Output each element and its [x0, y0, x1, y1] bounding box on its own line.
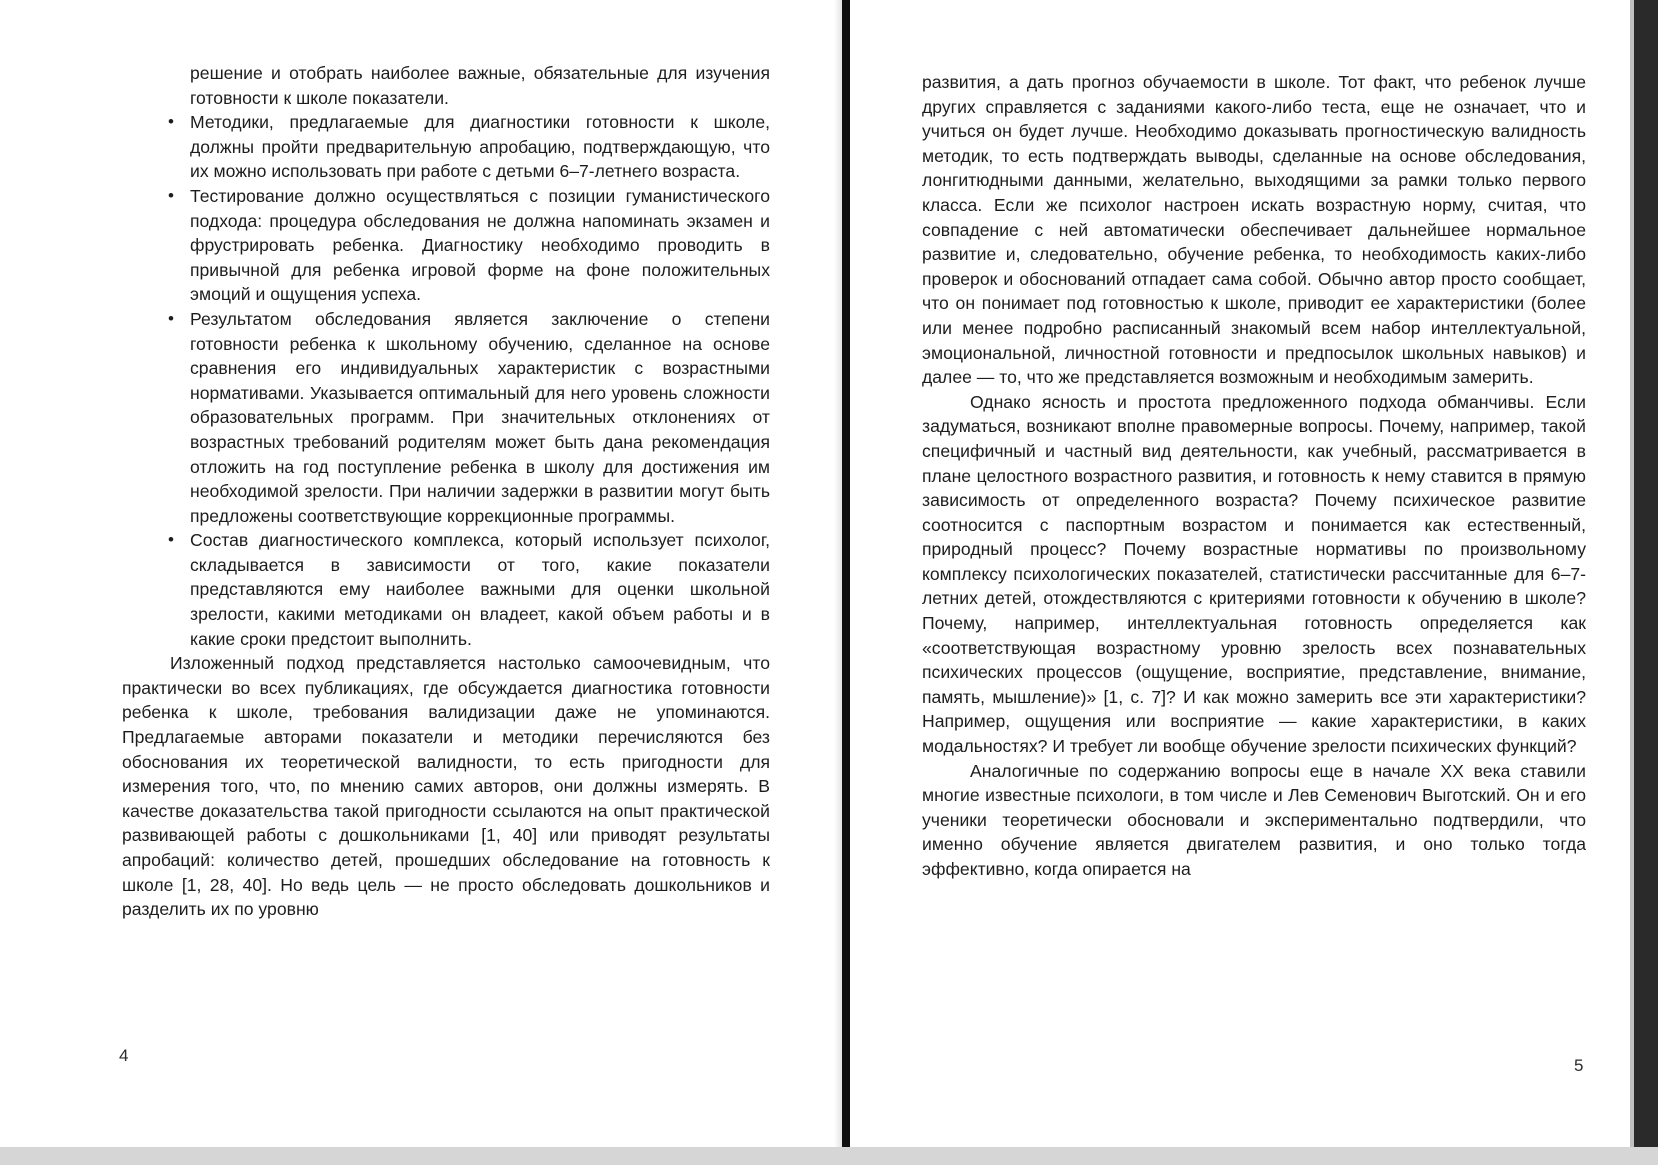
left-page-text — [122, 61, 770, 922]
list-item — [122, 110, 770, 184]
list-item-text: Состав диагностического комплекса, который использует психолог, складывается в зависимости от того, какие показатели представляются ему наиболее важными для оценки школьной зрелости, какими методиками он владеет, какой объем работы и в какие сроки предстоит выполнить. — [190, 530, 770, 649]
body-paragraph: Изложенный подход представляется настолько самоочевидным, что практически во всех публикациях, где обсуждается диагностика готовности ребенка к школе, требования валидизации даже не упоминаются. Предлагаемые авторами показатели и методики перечисляются без обоснования их теоретической валидности, то есть пригодности для измерения того, что, по мнению самих авторов, они должны измерять. В качестве доказательства такой пригодности ссылаются на опыт практической развивающей работы с дошкольниками [1, 40] или приводят результаты апробаций: количество детей, прошедших обследование на готовность к школе [1, 28, 40]. Но ведь цель — не просто обследовать дошкольников и разделить их по уровню — [122, 653, 770, 920]
page-number: 5 — [1574, 1056, 1584, 1075]
scan-edge-shadow — [1634, 0, 1658, 1165]
continuation-paragraph: решение и отобрать наиболее важные, обязательные для изучения готовности к школе показатели. — [190, 63, 770, 108]
list-item — [122, 184, 770, 307]
body-paragraph: развития, а дать прогноз обучаемости в школе. Тот факт, что ребенок лучше других справляется с заданиями какого-либо теста, еще не означает, что и учиться он будет лучше. Необходимо доказывать прогностическую валидность методик, то есть подтверждать выводы, сделанные на основе обследования, лонгитюдными данными, желательно, выходящими за рамки только первого класса. Если же психолог настроен искать возрастную норму, считая, что совпадение с ней автоматически обеспечивает дальнейшее нормальное развитие и, следовательно, обучение ребенка, то необходимость каких-либо проверок и обоснований отпадает сама собой. Обычно автор просто сообщает, что он понимает под готовностью к школе, приводит ее характеристики (более или менее подробно расписанный знакомый всем набор интеллектуальной, эмоциональной, личностной готовности и предпосылок школьных навыков) и далее — то, что же представляется возможным и необходимым замерить. — [922, 72, 1586, 388]
list-item-text: Результатом обследования является заключение о степени готовности ребенка к школьному обучению, сделанное на основе сравнения его индивидуальных характеристик с возрастными нормативами. Указывается оптимальный для него уровень сложности образовательных программ. При значительных отклонениях от возрастных требований родителям может быть дана рекомендация отложить на год поступление ребенка в школу для достижения им необходимой зрелости. При наличии задержки в развитии могут быть предложены соответствующие коррекционные программы. — [190, 308, 770, 526]
requirements-list — [122, 110, 770, 651]
right-page-text — [922, 70, 1586, 882]
body-paragraph: Аналогичные по содержанию вопросы еще в начале XX века ставили многие известные психологи, в том числе и Лев Семенович Выготский. Он и его ученики теоретически обосновали и экспериментально подтвердили, что именно обучение является двигателем развития, и оно только тогда эффективно, когда опирается на — [922, 760, 1586, 879]
bullet-icon: • — [168, 308, 174, 328]
list-item-text: Методики, предлагаемые для диагностики готовности к школе, должны пройти предварительную апробацию, подтверждающую, что их можно использовать при работе с детьми 6–7-летнего возраста. — [190, 112, 770, 182]
right-page — [850, 0, 1630, 1147]
list-item-text: Тестирование должно осуществляться с позиции гуманистического подхода: процедура обследования не должна напоминать экзамен и фрустрировать ребенка. Диагностику необходимо проводить в привычной для ребенка игровой форме на фоне положительных эмоций и ощущения успеха. — [190, 185, 770, 305]
page-number: 4 — [119, 1046, 129, 1065]
scan-bottom-edge — [0, 1147, 1658, 1165]
list-item — [122, 307, 770, 528]
left-page — [0, 0, 842, 1147]
bullet-icon: • — [168, 185, 174, 205]
body-paragraph: Однако ясность и простота предложенного подхода обманчивы. Если задуматься, возникают вполне правомерные вопросы. Почему, например, такой специфичный и частный вид деятельности, как учебный, рассматривается в плане целостного возрастного развития, и готовность к нему ставится в прямую зависимость от определенного возраста? Почему психическое развитие соотносится с паспортным возрастом и понимается как естественный, природный процесс? Почему возрастные нормативы по произвольному комплексу психологических показателей, статистически рассчитанные для 6–7-летних детей, отождествляются с критериями готовности к обучению в школе? Почему, например, интеллектуальная готовность определяется как «соответствующая возрастному уровню зрелость всех познавательных психических процессов (ощущение, восприятие, представление, внимание, память, мышление)» [1, с. 7]? И как можно замерить все эти характеристики? Например, ощущения или восприятие — какие характеристики, в каких модальностях? И требует ли вообще обучение зрелости психических функций? — [922, 391, 1586, 757]
bullet-icon: • — [168, 530, 174, 550]
list-item — [122, 528, 770, 651]
book-gutter — [842, 0, 850, 1165]
bullet-icon: • — [168, 112, 174, 132]
